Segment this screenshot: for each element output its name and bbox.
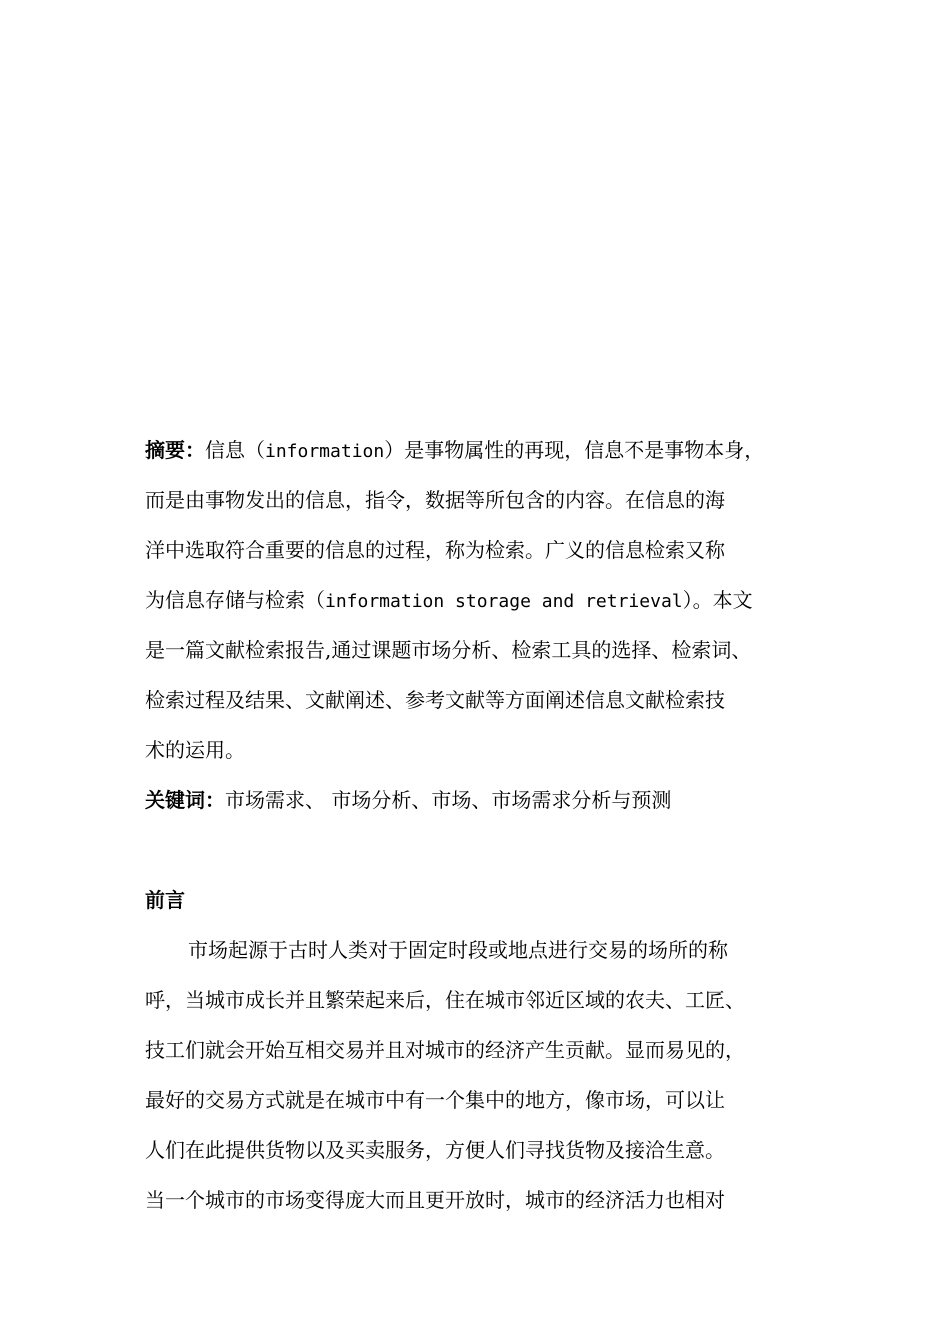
abstract-line-6: 检索过程及结果、文献阐述、参考文献等方面阐述信息文献检索技 (145, 688, 725, 712)
abstract-text: 信息（ (205, 438, 265, 462)
abstract-line-2: 而是由事物发出的信息，指令，数据等所包含的内容。在信息的海 (145, 488, 725, 512)
abstract-text: ）。本文 (682, 588, 753, 612)
abstract-line-1 (145, 438, 835, 464)
preface-line-6: 当一个城市的市场变得庞大而且更开放时，城市的经济活力也相对 (145, 1188, 725, 1212)
keywords-label: 关键词： (145, 788, 225, 812)
keywords-line (145, 788, 835, 812)
preface-line-4: 最好的交易方式就是在城市中有一个集中的地方，像市场，可以让 (145, 1088, 725, 1112)
preface-line-5: 人们在此提供货物以及买卖服务，方便人们寻找货物及接洽生意。 (145, 1138, 725, 1162)
preface-line-2: 呼，当城市成长并且繁荣起来后，住在城市邻近区域的农夫、工匠、 (145, 988, 745, 1012)
abstract-term-information: information (265, 441, 385, 462)
preface-line-3: 技工们就会开始互相交易并且对城市的经济产生贡献。显而易见的， (145, 1038, 745, 1062)
abstract-text: 为信息存储与检索（ (145, 588, 325, 612)
abstract-line-5: 是一篇文献检索报告,通过课题市场分析、检索工具的选择、检索词、 (145, 638, 752, 662)
abstract-text: ）是事物属性的再现，信息不是事物本身， (384, 438, 765, 462)
abstract-term-storage-retrieval: information storage and retrieval (325, 591, 683, 612)
preface-line-1: 市场起源于古时人类对于固定时段或地点进行交易的场所的称 (188, 938, 728, 962)
abstract-line-3: 洋中选取符合重要的信息的过程，称为检索。广义的信息检索又称 (145, 538, 725, 562)
abstract-line-4 (145, 588, 835, 614)
preface-heading: 前言 (145, 888, 185, 912)
abstract-label: 摘要： (145, 438, 205, 462)
keywords-text: 市场需求、 市场分析、市场、市场需求分析与预测 (225, 788, 672, 812)
abstract-line-7: 术的运用。 (145, 738, 245, 762)
